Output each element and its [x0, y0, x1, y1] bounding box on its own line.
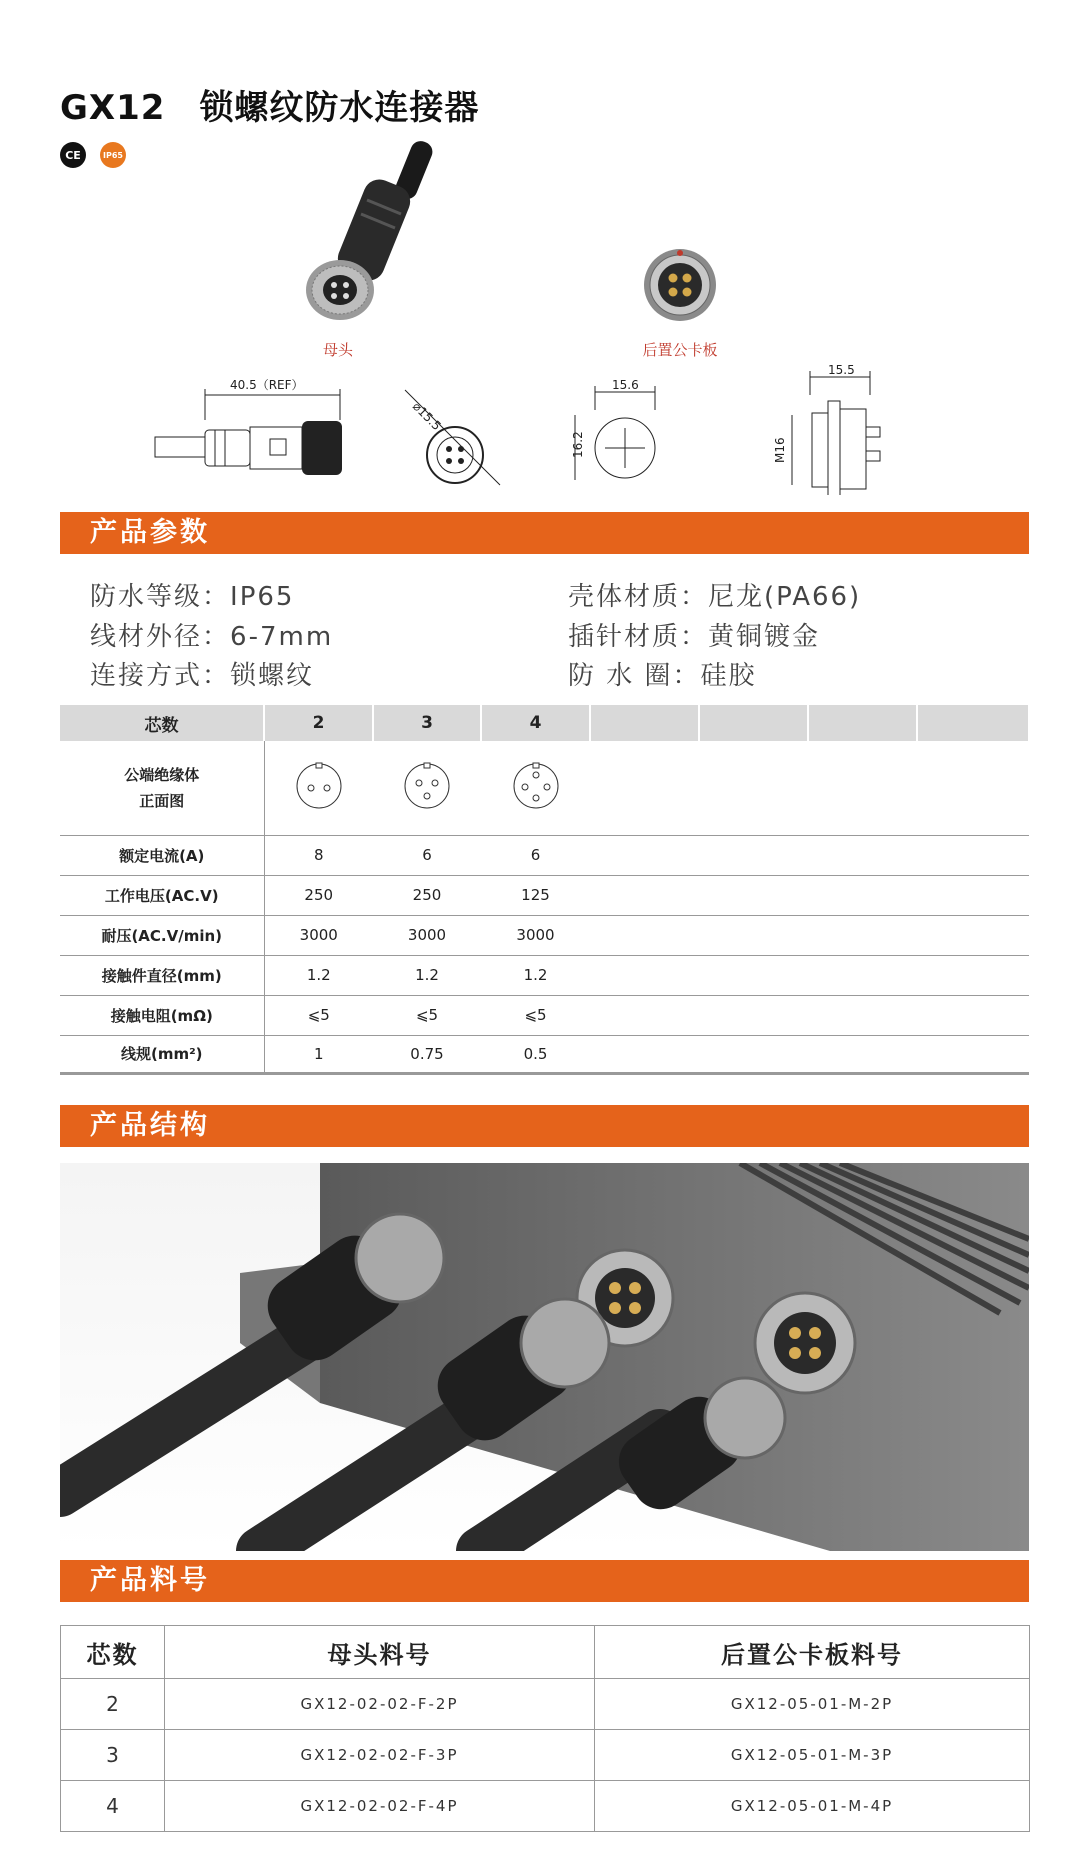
panel-width-label: 15.6	[612, 380, 639, 392]
spec-header-cell: 3	[373, 705, 481, 741]
side-width-label: 15.5	[828, 365, 855, 377]
pin-layout-4-icon	[511, 761, 561, 811]
param-housing: 壳体材质：尼龙(PA66)	[568, 582, 862, 612]
spec-row-label: 工作电压(AC.V)	[60, 875, 264, 915]
spec-row	[60, 955, 1029, 995]
spec-cell: 250	[373, 875, 481, 915]
spec-cell: ⩽5	[373, 995, 481, 1035]
spec-header-cell: 4	[481, 705, 590, 741]
order-cell: 4	[61, 1781, 165, 1832]
spec-row-label: 接触件直径(mm)	[60, 955, 264, 995]
spec-header-cell	[699, 705, 808, 741]
pin-diagram-4p	[481, 741, 590, 835]
panel-height-label: 16.2	[571, 431, 585, 458]
order-cell: GX12-02-02-F-3P	[165, 1730, 595, 1781]
pin-row-label: 公端绝缘体 正面图	[60, 741, 264, 835]
spec-table	[60, 705, 1030, 1075]
diameter-label: ⌀15.5	[409, 399, 444, 434]
spec-cell: 0.75	[373, 1035, 481, 1073]
spec-cell: 8	[264, 835, 373, 875]
spec-row	[60, 835, 1029, 875]
spec-cell: 1.2	[264, 955, 373, 995]
spec-cell: 6	[373, 835, 481, 875]
spec-header-cell: 2	[264, 705, 373, 741]
panel-caption: 后置公卡板	[642, 341, 718, 359]
length-label: 40.5（REF）	[230, 378, 304, 392]
order-cell: 2	[61, 1679, 165, 1730]
spec-cell: 1.2	[373, 955, 481, 995]
female-caption: 母头	[322, 341, 353, 359]
spec-cell: 0.5	[481, 1035, 590, 1073]
order-row	[61, 1730, 1030, 1781]
order-cell: GX12-05-01-M-4P	[595, 1781, 1030, 1832]
spec-cell: 6	[481, 835, 590, 875]
spec-cell: ⩽5	[264, 995, 373, 1035]
side-dimension-drawing	[150, 375, 350, 485]
spec-header-cell	[590, 705, 699, 741]
order-header-cell: 芯数	[61, 1626, 165, 1679]
spec-row	[60, 875, 1029, 915]
spec-row-label: 接触电阻(mΩ)	[60, 995, 264, 1035]
order-cell: GX12-02-02-F-4P	[165, 1781, 595, 1832]
pin-diagram-row	[60, 741, 1029, 835]
spec-cell: 125	[481, 875, 590, 915]
female-connector-photo	[295, 140, 455, 340]
param-cable-od: 线材外径：6-7mm	[90, 622, 334, 652]
panel-side-drawing	[770, 365, 910, 495]
spec-cell: ⩽5	[481, 995, 590, 1035]
section-bar-order: 产品料号	[60, 1560, 1029, 1602]
spec-header-cell: 芯数	[60, 705, 264, 741]
order-table	[60, 1625, 1030, 1832]
spec-row-label: 耐压(AC.V/min)	[60, 915, 264, 955]
param-connection: 连接方式：锁螺纹	[90, 661, 315, 691]
spec-row-label: 线规(mm²)	[60, 1035, 264, 1073]
spec-row-label: 额定电流(A)	[60, 835, 264, 875]
spec-cell: 3000	[373, 915, 481, 955]
section-bar-params: 产品参数	[60, 512, 1029, 554]
pin-layout-3-icon	[402, 761, 452, 811]
order-header-cell: 母头料号	[165, 1626, 595, 1679]
order-row	[61, 1781, 1030, 1832]
model-name: GX12	[60, 88, 166, 128]
ip65-badge-icon: IP65	[100, 142, 126, 168]
param-seal: 防 水 圈：硅胶	[568, 661, 757, 691]
order-cell: GX12-05-01-M-3P	[595, 1730, 1030, 1781]
order-cell: GX12-05-01-M-2P	[595, 1679, 1030, 1730]
spec-row	[60, 915, 1029, 955]
param-waterproof: 防水等级：IP65	[90, 582, 295, 612]
section-bar-structure: 产品结构	[60, 1105, 1029, 1147]
front-dimension-drawing	[400, 385, 510, 495]
spec-header-cell	[808, 705, 917, 741]
order-header-cell: 后置公卡板料号	[595, 1626, 1030, 1679]
order-cell: 3	[61, 1730, 165, 1781]
spec-cell: 1	[264, 1035, 373, 1073]
pin-diagram-2p	[264, 741, 373, 835]
panel-connector-photo	[640, 245, 720, 325]
panel-cutout-drawing	[560, 380, 690, 495]
pin-diagram-3p	[373, 741, 481, 835]
page-title	[60, 80, 479, 129]
spec-header-row	[60, 705, 1029, 741]
thread-label: M16	[773, 437, 787, 463]
order-cell: GX12-02-02-F-2P	[165, 1679, 595, 1730]
spec-cell: 3000	[481, 915, 590, 955]
product-structure-photo	[60, 1163, 1029, 1551]
order-header-row	[61, 1626, 1030, 1679]
spec-cell: 3000	[264, 915, 373, 955]
product-title: 锁螺纹防水连接器	[199, 88, 480, 128]
spec-cell: 1.2	[481, 955, 590, 995]
order-row	[61, 1679, 1030, 1730]
pin-layout-2-icon	[294, 761, 344, 811]
spec-row	[60, 995, 1029, 1035]
param-pin-material: 插针材质：黄铜镀金	[568, 622, 821, 652]
ce-mark-icon: CE	[60, 142, 86, 168]
spec-cell: 250	[264, 875, 373, 915]
spec-row	[60, 1035, 1029, 1073]
spec-header-cell	[917, 705, 1029, 741]
